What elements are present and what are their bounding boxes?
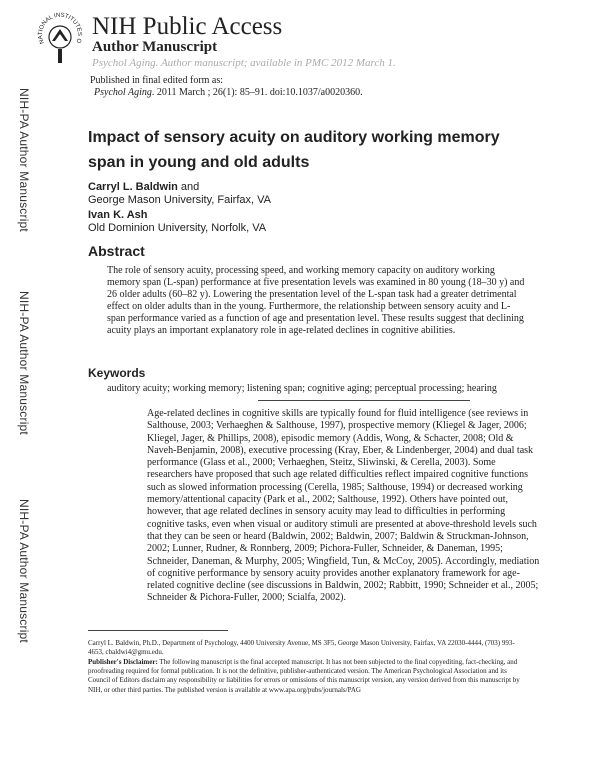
author-1 [88,180,199,194]
footnote-divider [88,630,228,631]
sidebar-label-3: NIH-PA Author Manuscript [17,499,31,643]
author-1-affiliation: George Mason University, Fairfax, VA [88,194,271,206]
header-subtitle: Author Manuscript [92,39,218,55]
keywords-text: auditory acuity; working memory; listening span; cognitive aging; perceptual processing; hearing [107,383,497,394]
citation-details: . 2011 March ; 26(1): 85–91. doi:10.1037/a0020360. [151,87,363,98]
logo-ring-text: NATIONAL INSTITUTES O [37,12,83,45]
header-title: NIH Public Access [92,13,283,40]
citation [94,86,363,99]
author-1-name: Carryl L. Baldwin [88,181,178,193]
abstract-heading: Abstract [88,243,145,259]
author-2-affiliation: Old Dominion University, Norfolk, VA [88,222,267,234]
body-paragraph: Age-related declines in cognitive skills are typically found for fluid intelligence (see reviews in Salthouse, 2003; Verhaeghen & Salthouse, 1997), prospective memory (Kliegel & Jager, 2006; Kliegel, Jager, & Phillips, 2008), episodic memory (Addis, Wong, & Schacter, 2008; Old & Naveh-Benjamin, 2008), executive processing (Kray, Eber, & Lindenberger, 2004) and dual task performance (Glass et al., 2000; Verhaeghen, Steitz, Sliwinski, & Cerella, 2003). Some researchers have proposed that such age related difficulties reflect impaired cognitive functions such as slowed information processing (Cerella, 1985; Salthouse, 1994) or decreased working memory/attentional capacity (Park et al., 2002; Salthouse, 1992). Others have pointed out, however, that age related declines in sensory acuity may lead to difficulties in performing cognitive tasks, even when visual or auditory stimuli are presented at above-threshold levels such that they can be seen or heard (Baldwin, 2002; Baldwin, 2007; Baldwin & Struckman-Johnson, 2002; Lunner, Rudner, & Ronnberg, 2009; Pichora-Fuller, Schneider, & Daneman, 1995; Schneider, Daneman, & Murphy, 2005; Wingfield, Tun, & McCoy, 2005). Accordingly, mediation of cognitive performance by sensory acuity provides another explanatory framework for age-related cognitive decline (see discussions in Baldwin, 2002; Rabbitt, 1990; Schneider et al., 2005; Schneider & Pichora-Fuller, 2000; Scialfa, 2002). [147,408,540,604]
keywords-heading: Keywords [88,366,146,380]
header-journal-line: Psychol Aging. Author manuscript; available in PMC 2012 March 1. [92,57,396,69]
abstract-text: The role of sensory acuity, processing speed, and working memory capacity on auditory working memory span (L-span) performance at five presentation levels was examined in 80 young (18–30 y) and 26 older adults (60–82 y). Lowering the presentation level of the L-span task had a greater detrimental effect on older adults than in the young. Furthermore, the relationship between sensory acuity and L-span performance varied as a function of age and presentation level. These results suggest that declining acuity plays an important explanatory role in age-related declines in cognitive abilities. [107,265,525,337]
author-1-suffix: and [177,181,200,193]
section-divider [258,400,470,401]
sidebar-label-2: NIH-PA Author Manuscript [17,291,31,435]
nih-logo [36,5,84,69]
author-2 [88,208,148,222]
disclaimer-text: The following manuscript is the final accepted manuscript. It has not been subjected to the final copyediting, fact-checking, and proofreading required for formal publication. It is not the definitive, publisher-authenticated version. The American Psychological Association and its Council of Editors disclaim any responsibility or liabilities for errors or omissions of this manuscript version, any version derived from this manuscript by NIH, or other third parties. The published version is available at www.apa.org/pubs/journals/PAG [88,658,520,694]
citation-journal: Psychol Aging [94,87,152,98]
published-in-label: Published in final edited form as: [90,75,224,86]
disclaimer-label: Publisher's Disclaimer: [88,658,158,666]
footnote-contact: Carryl L. Baldwin, Ph.D., Department of Psychology, 4400 University Avenue, MS 3F5, George Mason University, Fairfax, VA 22030-4444, (703) 993-4653, cbaldwi4@gmu.edu. [88,639,515,656]
article-title: Impact of sensory acuity on auditory working memory span in young and old adults [88,129,500,171]
footnote-disclaimer [88,658,528,695]
sidebar-label-1: NIH-PA Author Manuscript [17,88,31,232]
author-2-name: Ivan K. Ash [88,209,148,221]
